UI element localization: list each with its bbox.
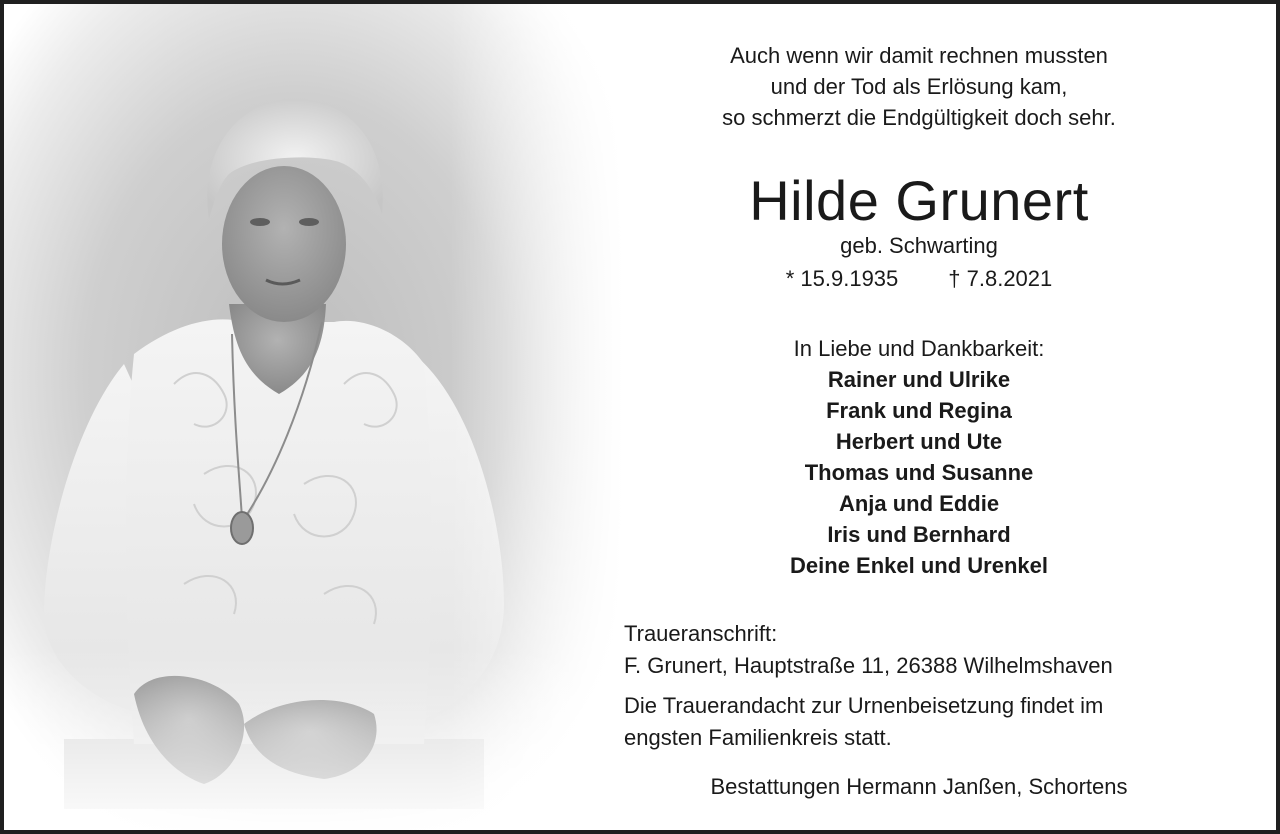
motto-line: so schmerzt die Endgültigkeit doch sehr. (722, 105, 1116, 130)
mourner-name: Anja und Eddie (838, 491, 1000, 516)
mourner-name: Herbert und Ute (835, 429, 1003, 454)
mourners-intro: In Liebe und Dankbarkeit: (793, 336, 1045, 361)
maiden-name: geb. Schwarting (840, 233, 998, 258)
mourner-name: Thomas und Susanne (804, 460, 1034, 485)
death-date: † 7.8.2021 (948, 266, 1053, 291)
portrait-photo (4, 4, 624, 830)
address-label: Traueranschrift: (624, 621, 778, 646)
ceremony-line: engsten Familienkreis statt. (624, 725, 892, 750)
birth-date: * 15.9.1935 (785, 266, 899, 291)
mourners-list (614, 364, 1224, 581)
motto (614, 40, 1224, 133)
mourner-name: Iris und Bernhard (827, 522, 1011, 547)
text-column (614, 4, 1224, 830)
address-value: F. Grunert, Hauptstraße 11, 26388 Wilhelmshaven (624, 653, 1113, 678)
undertaker: Bestattungen Hermann Janßen, Schortens (710, 774, 1128, 799)
mourner-name: Rainer und Ulrike (827, 367, 1011, 392)
mourner-name: Deine Enkel und Urenkel (790, 553, 1048, 578)
deceased-name: Hilde Grunert (749, 169, 1089, 232)
life-dates (614, 264, 1224, 294)
motto-line: und der Tod als Erlösung kam, (770, 74, 1068, 99)
mourner-name: Frank und Regina (826, 398, 1012, 423)
mourning-address (624, 618, 1214, 682)
ceremony-line: Die Trauerandacht zur Urnenbeisetzung findet im (624, 693, 1104, 718)
motto-line: Auch wenn wir damit rechnen mussten (730, 43, 1108, 68)
ceremony-note (624, 690, 1214, 754)
